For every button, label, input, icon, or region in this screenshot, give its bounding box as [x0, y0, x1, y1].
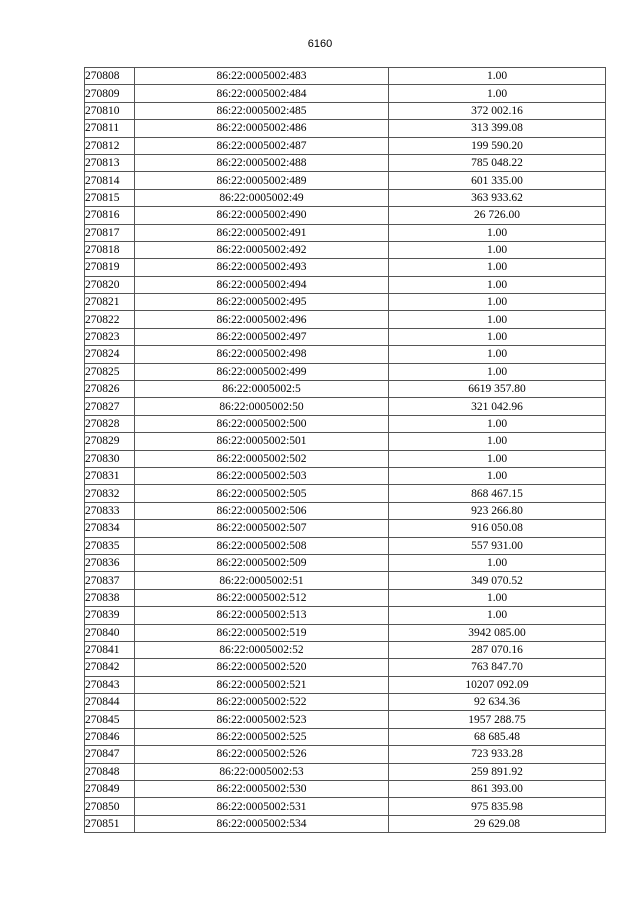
cadastral-number-cell: 86:22:0005002:509	[135, 554, 389, 571]
cadastral-value-cell: 363 933.62	[389, 189, 606, 206]
cadastral-number-cell: 86:22:0005002:530	[135, 781, 389, 798]
table-row	[85, 728, 606, 745]
table-row	[85, 607, 606, 624]
table-row	[85, 328, 606, 345]
cadastral-value-cell: 916 050.08	[389, 520, 606, 537]
cadastral-number-cell: 86:22:0005002:520	[135, 659, 389, 676]
cadastral-value-cell: 923 266.80	[389, 502, 606, 519]
table-row	[85, 485, 606, 502]
cadastral-number-cell: 86:22:0005002:51	[135, 572, 389, 589]
cadastral-value-cell: 1.00	[389, 607, 606, 624]
cadastral-value-cell: 1.00	[389, 241, 606, 258]
table-row	[85, 572, 606, 589]
cadastral-number-cell: 86:22:0005002:487	[135, 137, 389, 154]
row-number-cell: 270828	[85, 415, 135, 432]
cadastral-value-cell: 601 335.00	[389, 172, 606, 189]
table-row	[85, 137, 606, 154]
cadastral-number-cell: 86:22:0005002:492	[135, 241, 389, 258]
row-number-cell: 270846	[85, 728, 135, 745]
cadastral-number-cell: 86:22:0005002:525	[135, 728, 389, 745]
cadastral-value-cell: 861 393.00	[389, 781, 606, 798]
row-number-cell: 270824	[85, 346, 135, 363]
cadastral-number-cell: 86:22:0005002:494	[135, 276, 389, 293]
cadastral-value-cell: 1.00	[389, 450, 606, 467]
cadastral-number-cell: 86:22:0005002:503	[135, 467, 389, 484]
cadastral-number-cell: 86:22:0005002:488	[135, 154, 389, 171]
cadastral-value-cell: 287 070.16	[389, 641, 606, 658]
cadastral-value-cell: 1.00	[389, 328, 606, 345]
cadastral-number-cell: 86:22:0005002:491	[135, 224, 389, 241]
row-number-cell: 270821	[85, 294, 135, 311]
cadastral-number-cell: 86:22:0005002:493	[135, 259, 389, 276]
table-row	[85, 346, 606, 363]
cadastral-number-cell: 86:22:0005002:523	[135, 711, 389, 728]
cadastral-number-cell: 86:22:0005002:500	[135, 415, 389, 432]
table-row	[85, 798, 606, 815]
cadastral-number-cell: 86:22:0005002:534	[135, 815, 389, 832]
row-number-cell: 270833	[85, 502, 135, 519]
table-row	[85, 781, 606, 798]
cadastral-value-cell: 868 467.15	[389, 485, 606, 502]
row-number-cell: 270811	[85, 120, 135, 137]
cadastral-value-cell: 1.00	[389, 276, 606, 293]
row-number-cell: 270823	[85, 328, 135, 345]
row-number-cell: 270835	[85, 537, 135, 554]
table-row	[85, 502, 606, 519]
cadastral-value-cell: 557 931.00	[389, 537, 606, 554]
row-number-cell: 270819	[85, 259, 135, 276]
row-number-cell: 270813	[85, 154, 135, 171]
row-number-cell: 270820	[85, 276, 135, 293]
row-number-cell: 270825	[85, 363, 135, 380]
row-number-cell: 270838	[85, 589, 135, 606]
row-number-cell: 270837	[85, 572, 135, 589]
table-body	[85, 68, 606, 833]
cadastral-number-cell: 86:22:0005002:52	[135, 641, 389, 658]
row-number-cell: 270814	[85, 172, 135, 189]
table-row	[85, 398, 606, 415]
table-row	[85, 415, 606, 432]
cadastral-value-cell: 26 726.00	[389, 207, 606, 224]
cadastral-number-cell: 86:22:0005002:5	[135, 381, 389, 398]
cadastral-value-cell: 321 042.96	[389, 398, 606, 415]
row-number-cell: 270818	[85, 241, 135, 258]
table-row	[85, 276, 606, 293]
row-number-cell: 270830	[85, 450, 135, 467]
cadastral-value-cell: 1.00	[389, 589, 606, 606]
cadastral-number-cell: 86:22:0005002:522	[135, 694, 389, 711]
cadastral-number-cell: 86:22:0005002:505	[135, 485, 389, 502]
table-row	[85, 68, 606, 85]
table-row	[85, 224, 606, 241]
table-row	[85, 815, 606, 832]
cadastral-number-cell: 86:22:0005002:531	[135, 798, 389, 815]
cadastral-value-cell: 92 634.36	[389, 694, 606, 711]
row-number-cell: 270832	[85, 485, 135, 502]
cadastral-number-cell: 86:22:0005002:513	[135, 607, 389, 624]
cadastral-value-cell: 1.00	[389, 554, 606, 571]
table-row	[85, 311, 606, 328]
cadastral-number-cell: 86:22:0005002:502	[135, 450, 389, 467]
table-row	[85, 381, 606, 398]
cadastral-number-cell: 86:22:0005002:521	[135, 676, 389, 693]
row-number-cell: 270849	[85, 781, 135, 798]
cadastral-value-cell: 349 070.52	[389, 572, 606, 589]
row-number-cell: 270840	[85, 624, 135, 641]
cadastral-number-cell: 86:22:0005002:501	[135, 433, 389, 450]
row-number-cell: 270808	[85, 68, 135, 85]
table-row	[85, 676, 606, 693]
table-row	[85, 85, 606, 102]
cadastral-number-cell: 86:22:0005002:490	[135, 207, 389, 224]
row-number-cell: 270851	[85, 815, 135, 832]
row-number-cell: 270816	[85, 207, 135, 224]
table-row	[85, 363, 606, 380]
row-number-cell: 270827	[85, 398, 135, 415]
cadastral-value-cell: 372 002.16	[389, 102, 606, 119]
table-row	[85, 450, 606, 467]
cadastral-number-cell: 86:22:0005002:485	[135, 102, 389, 119]
row-number-cell: 270845	[85, 711, 135, 728]
table-row	[85, 172, 606, 189]
cadastral-value-cell: 29 629.08	[389, 815, 606, 832]
table-row	[85, 746, 606, 763]
cadastral-number-cell: 86:22:0005002:489	[135, 172, 389, 189]
table-row	[85, 120, 606, 137]
cadastral-number-cell: 86:22:0005002:512	[135, 589, 389, 606]
cadastral-number-cell: 86:22:0005002:483	[135, 68, 389, 85]
cadastral-value-cell: 763 847.70	[389, 659, 606, 676]
row-number-cell: 270841	[85, 641, 135, 658]
row-number-cell: 270839	[85, 607, 135, 624]
row-number-cell: 270842	[85, 659, 135, 676]
row-number-cell: 270812	[85, 137, 135, 154]
table-row	[85, 207, 606, 224]
cadastral-value-cell: 1.00	[389, 363, 606, 380]
cadastral-value-cell: 259 891.92	[389, 763, 606, 780]
cadastral-number-cell: 86:22:0005002:496	[135, 311, 389, 328]
cadastral-value-cell: 1.00	[389, 433, 606, 450]
cadastral-value-cell: 313 399.08	[389, 120, 606, 137]
row-number-cell: 270809	[85, 85, 135, 102]
row-number-cell: 270817	[85, 224, 135, 241]
table-row	[85, 294, 606, 311]
page-number: 6160	[307, 38, 333, 50]
row-number-cell: 270843	[85, 676, 135, 693]
cadastral-number-cell: 86:22:0005002:508	[135, 537, 389, 554]
cadastral-value-cell: 1.00	[389, 467, 606, 484]
cadastral-value-cell: 199 590.20	[389, 137, 606, 154]
row-number-cell: 270850	[85, 798, 135, 815]
table-row	[85, 259, 606, 276]
table-row	[85, 694, 606, 711]
row-number-cell: 270848	[85, 763, 135, 780]
cadastral-number-cell: 86:22:0005002:499	[135, 363, 389, 380]
cadastral-value-cell: 10207 092.09	[389, 676, 606, 693]
table-row	[85, 433, 606, 450]
cadastral-value-table	[84, 67, 606, 833]
table-row	[85, 624, 606, 641]
row-number-cell: 270836	[85, 554, 135, 571]
row-number-cell: 270847	[85, 746, 135, 763]
cadastral-value-cell: 3942 085.00	[389, 624, 606, 641]
row-number-cell: 270810	[85, 102, 135, 119]
table-row	[85, 241, 606, 258]
cadastral-value-cell: 1957 288.75	[389, 711, 606, 728]
cadastral-value-cell: 1.00	[389, 259, 606, 276]
cadastral-value-cell: 723 933.28	[389, 746, 606, 763]
row-number-cell: 270834	[85, 520, 135, 537]
cadastral-number-cell: 86:22:0005002:495	[135, 294, 389, 311]
row-number-cell: 270844	[85, 694, 135, 711]
cadastral-value-cell: 1.00	[389, 311, 606, 328]
cadastral-number-cell: 86:22:0005002:50	[135, 398, 389, 415]
table-row	[85, 520, 606, 537]
cadastral-value-cell: 1.00	[389, 224, 606, 241]
cadastral-number-cell: 86:22:0005002:486	[135, 120, 389, 137]
cadastral-value-cell: 1.00	[389, 415, 606, 432]
cadastral-number-cell: 86:22:0005002:506	[135, 502, 389, 519]
row-number-cell: 270815	[85, 189, 135, 206]
row-number-cell: 270826	[85, 381, 135, 398]
table-row	[85, 763, 606, 780]
cadastral-value-cell: 1.00	[389, 294, 606, 311]
cadastral-number-cell: 86:22:0005002:53	[135, 763, 389, 780]
cadastral-number-cell: 86:22:0005002:49	[135, 189, 389, 206]
cadastral-number-cell: 86:22:0005002:519	[135, 624, 389, 641]
table-row	[85, 189, 606, 206]
cadastral-number-cell: 86:22:0005002:497	[135, 328, 389, 345]
row-number-cell: 270829	[85, 433, 135, 450]
table-row	[85, 154, 606, 171]
table-row	[85, 102, 606, 119]
table-row	[85, 467, 606, 484]
table-row	[85, 659, 606, 676]
table-row	[85, 589, 606, 606]
cadastral-value-cell: 6619 357.80	[389, 381, 606, 398]
table-row	[85, 711, 606, 728]
cadastral-value-cell: 1.00	[389, 68, 606, 85]
row-number-cell: 270831	[85, 467, 135, 484]
table-row	[85, 537, 606, 554]
cadastral-value-cell: 1.00	[389, 85, 606, 102]
cadastral-number-cell: 86:22:0005002:507	[135, 520, 389, 537]
cadastral-value-cell: 68 685.48	[389, 728, 606, 745]
cadastral-number-cell: 86:22:0005002:526	[135, 746, 389, 763]
cadastral-number-cell: 86:22:0005002:484	[135, 85, 389, 102]
table-row	[85, 554, 606, 571]
cadastral-number-cell: 86:22:0005002:498	[135, 346, 389, 363]
table-row	[85, 641, 606, 658]
cadastral-value-cell: 975 835.98	[389, 798, 606, 815]
cadastral-value-cell: 1.00	[389, 346, 606, 363]
row-number-cell: 270822	[85, 311, 135, 328]
cadastral-value-cell: 785 048.22	[389, 154, 606, 171]
